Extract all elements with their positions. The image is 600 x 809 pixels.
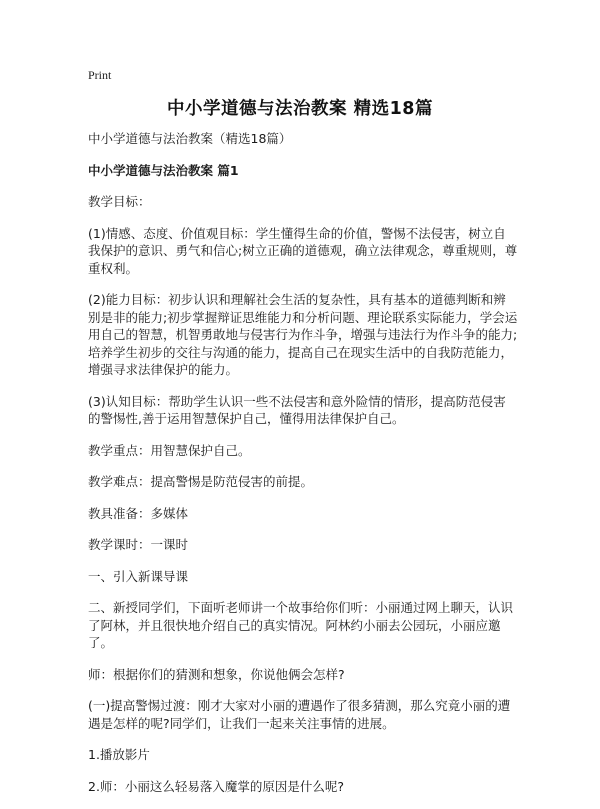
paragraph-teacher-question-2: 2.师：小丽这么轻易落入魔掌的原因是什么呢?	[88, 778, 345, 794]
paragraph-teaching-goals-label: 教学目标：	[88, 194, 151, 209]
paragraph-raise-alertness: (一)提高警惕过渡：刚才大家对小丽的遭遇作了很多猜测，那么究竟小丽的遭遇是怎样的呢?同学们，让我们一起来关注事情的进展。	[88, 698, 511, 731]
paragraph-key-point: 教学重点：用智慧保护自己。	[88, 442, 251, 458]
paragraph-cognitive-goal: (3)认知目标：帮助学生认识一些不法侵害和意外险情的情形，提高防范侵害的警惕性,善于运用智慧保护自己，懂得用法律保护自己。	[88, 393, 506, 426]
document-body	[88, 130, 518, 809]
paragraph-intro: 一、引入新课导课	[88, 568, 189, 584]
document-title: 中小学道德与法治教案 精选18篇	[167, 99, 433, 119]
paragraph-ability-goal: (2)能力目标：初步认识和理解社会生活的复杂性，具有基本的道德判断和辨别是非的能力;初步掌握辩证思维能力和分析问题、理论联系实际能力，学会运用自己的智慧，机智勇敢地与侵害行为作斗争，增强与违法行为作斗争的能力;培养学生初步的交往与沟通的能力，提高自己在现实生活中的自我防范能力，增强寻求法律保护的能力。	[88, 292, 518, 377]
paragraph-play-video: 1.播放影片	[88, 747, 150, 762]
paragraph-class-hours: 教学课时：一课时	[88, 537, 189, 552]
paragraph-new-lesson: 二、新授同学们，下面听老师讲一个故事给你们听：小丽通过网上聊天，认识了阿林，并且很快地介绍自己的真实情况。阿林约小丽去公园玩，小丽应邀了。	[88, 600, 514, 650]
paragraph-teacher-question: 师：根据你们的猜测和想象，你说他俩会怎样?	[88, 666, 345, 682]
paragraph-difficulty: 教学难点：提高警惕是防范侵害的前提。	[88, 474, 314, 489]
paragraph-teaching-aids: 教具准备：多媒体	[88, 505, 189, 521]
section-heading: 中小学道德与法治教案 篇1	[88, 162, 239, 178]
document-subtitle: 中小学道德与法治教案（精选18篇）	[88, 131, 292, 146]
print-link[interactable]: Print	[88, 68, 112, 82]
paragraph-emotion-goal: (1)情感、态度、价值观目标：学生懂得生命的价值，警惕不法侵害，树立自我保护的意识、勇气和信心;树立正确的道德观，确立法律观念，尊重规则，尊重权利。	[88, 225, 518, 276]
